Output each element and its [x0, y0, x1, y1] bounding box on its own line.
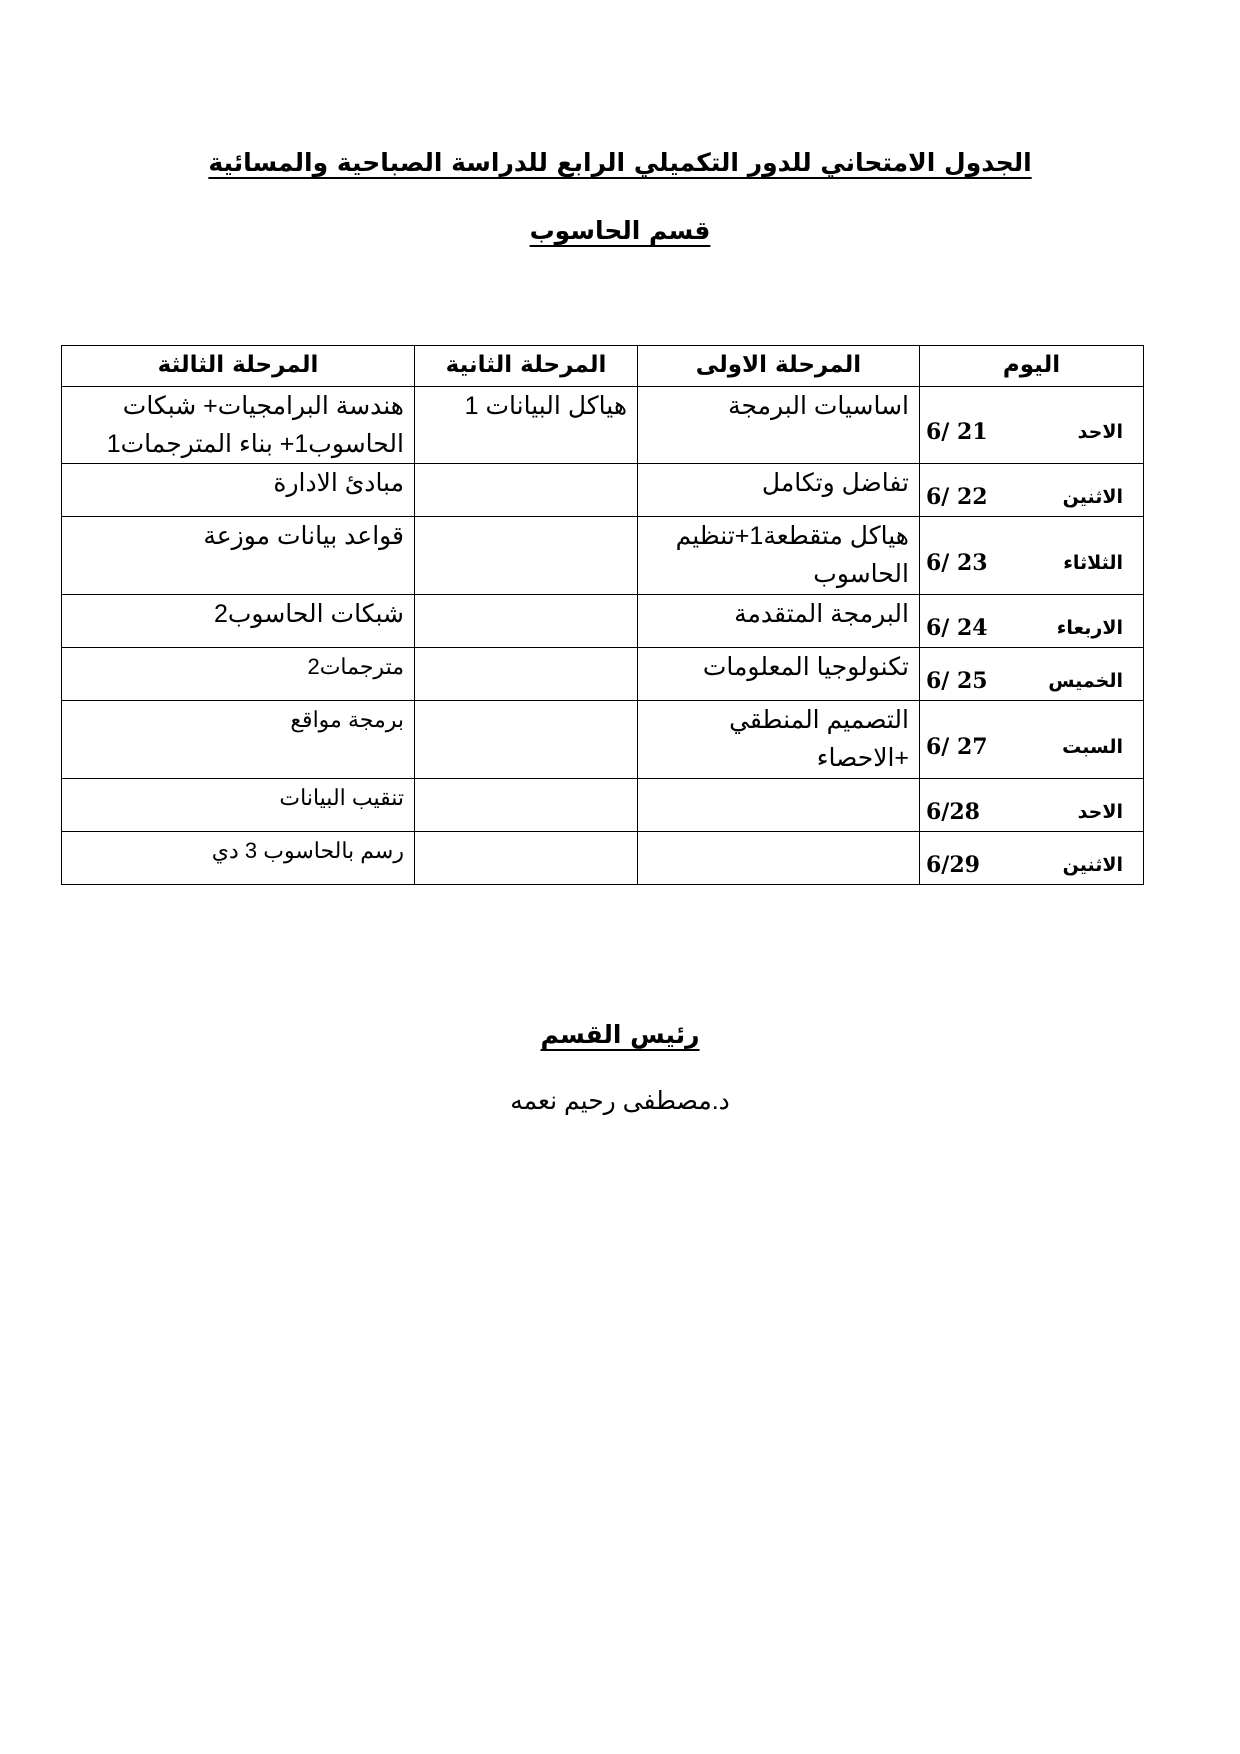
stage1-cell: تكنولوجيا المعلومات — [638, 648, 920, 701]
stage3-cell: قواعد بيانات موزعة — [62, 517, 415, 595]
stage3-cell: رسم بالحاسوب 3 دي — [62, 832, 415, 885]
stage1-cell: تفاضل وتكامل — [638, 464, 920, 517]
stage2-cell — [415, 701, 638, 779]
day-name: الاحد — [1077, 421, 1123, 443]
stage3-cell: هندسة البرامجيات+ شبكات الحاسوب1+ بناء المترجمات1 — [62, 387, 415, 464]
header-day: اليوم — [920, 346, 1144, 387]
day-date: 6/28 — [926, 799, 980, 825]
stage1-cell — [638, 832, 920, 885]
stage2-cell: هياكل البيانات 1 — [415, 387, 638, 464]
stage1-cell: التصميم المنطقي +الاحصاء — [638, 701, 920, 779]
day-cell — [920, 832, 1144, 885]
table-row — [62, 595, 1144, 648]
stage2-cell — [415, 779, 638, 832]
table-row — [62, 779, 1144, 832]
table-header-row — [62, 346, 1144, 387]
day-date: 6/ 23 — [926, 549, 988, 576]
day-date: 6/ 21 — [926, 419, 988, 445]
day-date: 6/29 — [926, 852, 980, 878]
day-date: 6/ 25 — [926, 668, 988, 694]
stage3-cell: مبادئ الادارة — [62, 464, 415, 517]
stage2-cell — [415, 595, 638, 648]
stage3-cell: شبكات الحاسوب2 — [62, 595, 415, 648]
day-name: الثلاثاء — [1063, 551, 1123, 574]
stage1-cell — [638, 779, 920, 832]
day-name: الاثنين — [1062, 854, 1123, 876]
stage1-cell: اساسيات البرمجة — [638, 387, 920, 464]
table-row — [62, 387, 1144, 464]
stage3-cell: مترجمات2 — [62, 648, 415, 701]
day-cell — [920, 648, 1144, 701]
table-row — [62, 832, 1144, 885]
day-date: 6/ 22 — [926, 484, 988, 510]
day-cell — [920, 701, 1144, 779]
day-name: الخميس — [1048, 670, 1123, 692]
day-cell — [920, 595, 1144, 648]
day-name: الاثنين — [1062, 486, 1123, 508]
table-row — [62, 701, 1144, 779]
day-name: الاربعاء — [1056, 617, 1123, 639]
stage2-cell — [415, 648, 638, 701]
day-cell — [920, 464, 1144, 517]
table-row — [62, 517, 1144, 595]
stage2-cell — [415, 832, 638, 885]
signature-name: د.مصطفى رحيم نعمه — [510, 1087, 730, 1115]
stage1-cell: البرمجة المتقدمة — [638, 595, 920, 648]
day-cell — [920, 779, 1144, 832]
table-row — [62, 648, 1144, 701]
header-stage1: المرحلة الاولى — [638, 346, 920, 387]
day-name: السبت — [1062, 735, 1123, 758]
table-row — [62, 464, 1144, 517]
exam-schedule-table — [61, 345, 1144, 885]
stage2-cell — [415, 517, 638, 595]
stage2-cell — [415, 464, 638, 517]
day-cell — [920, 387, 1144, 464]
document-title: الجدول الامتحاني للدور التكميلي الرابع للدراسة الصباحية والمسائية — [208, 148, 1032, 177]
header-stage2: المرحلة الثانية — [415, 346, 638, 387]
stage3-cell: تنقيب البيانات — [62, 779, 415, 832]
header-stage3: المرحلة الثالثة — [62, 346, 415, 387]
department-name: قسم الحاسوب — [529, 216, 711, 245]
day-name: الاحد — [1077, 801, 1123, 823]
stage3-cell: برمجة مواقع — [62, 701, 415, 779]
day-date: 6/ 27 — [926, 733, 988, 760]
signature-title: رئيس القسم — [540, 1020, 700, 1049]
day-cell — [920, 517, 1144, 595]
stage1-cell: هياكل متقطعة1+تنظيم الحاسوب — [638, 517, 920, 595]
day-date: 6/ 24 — [926, 615, 988, 641]
